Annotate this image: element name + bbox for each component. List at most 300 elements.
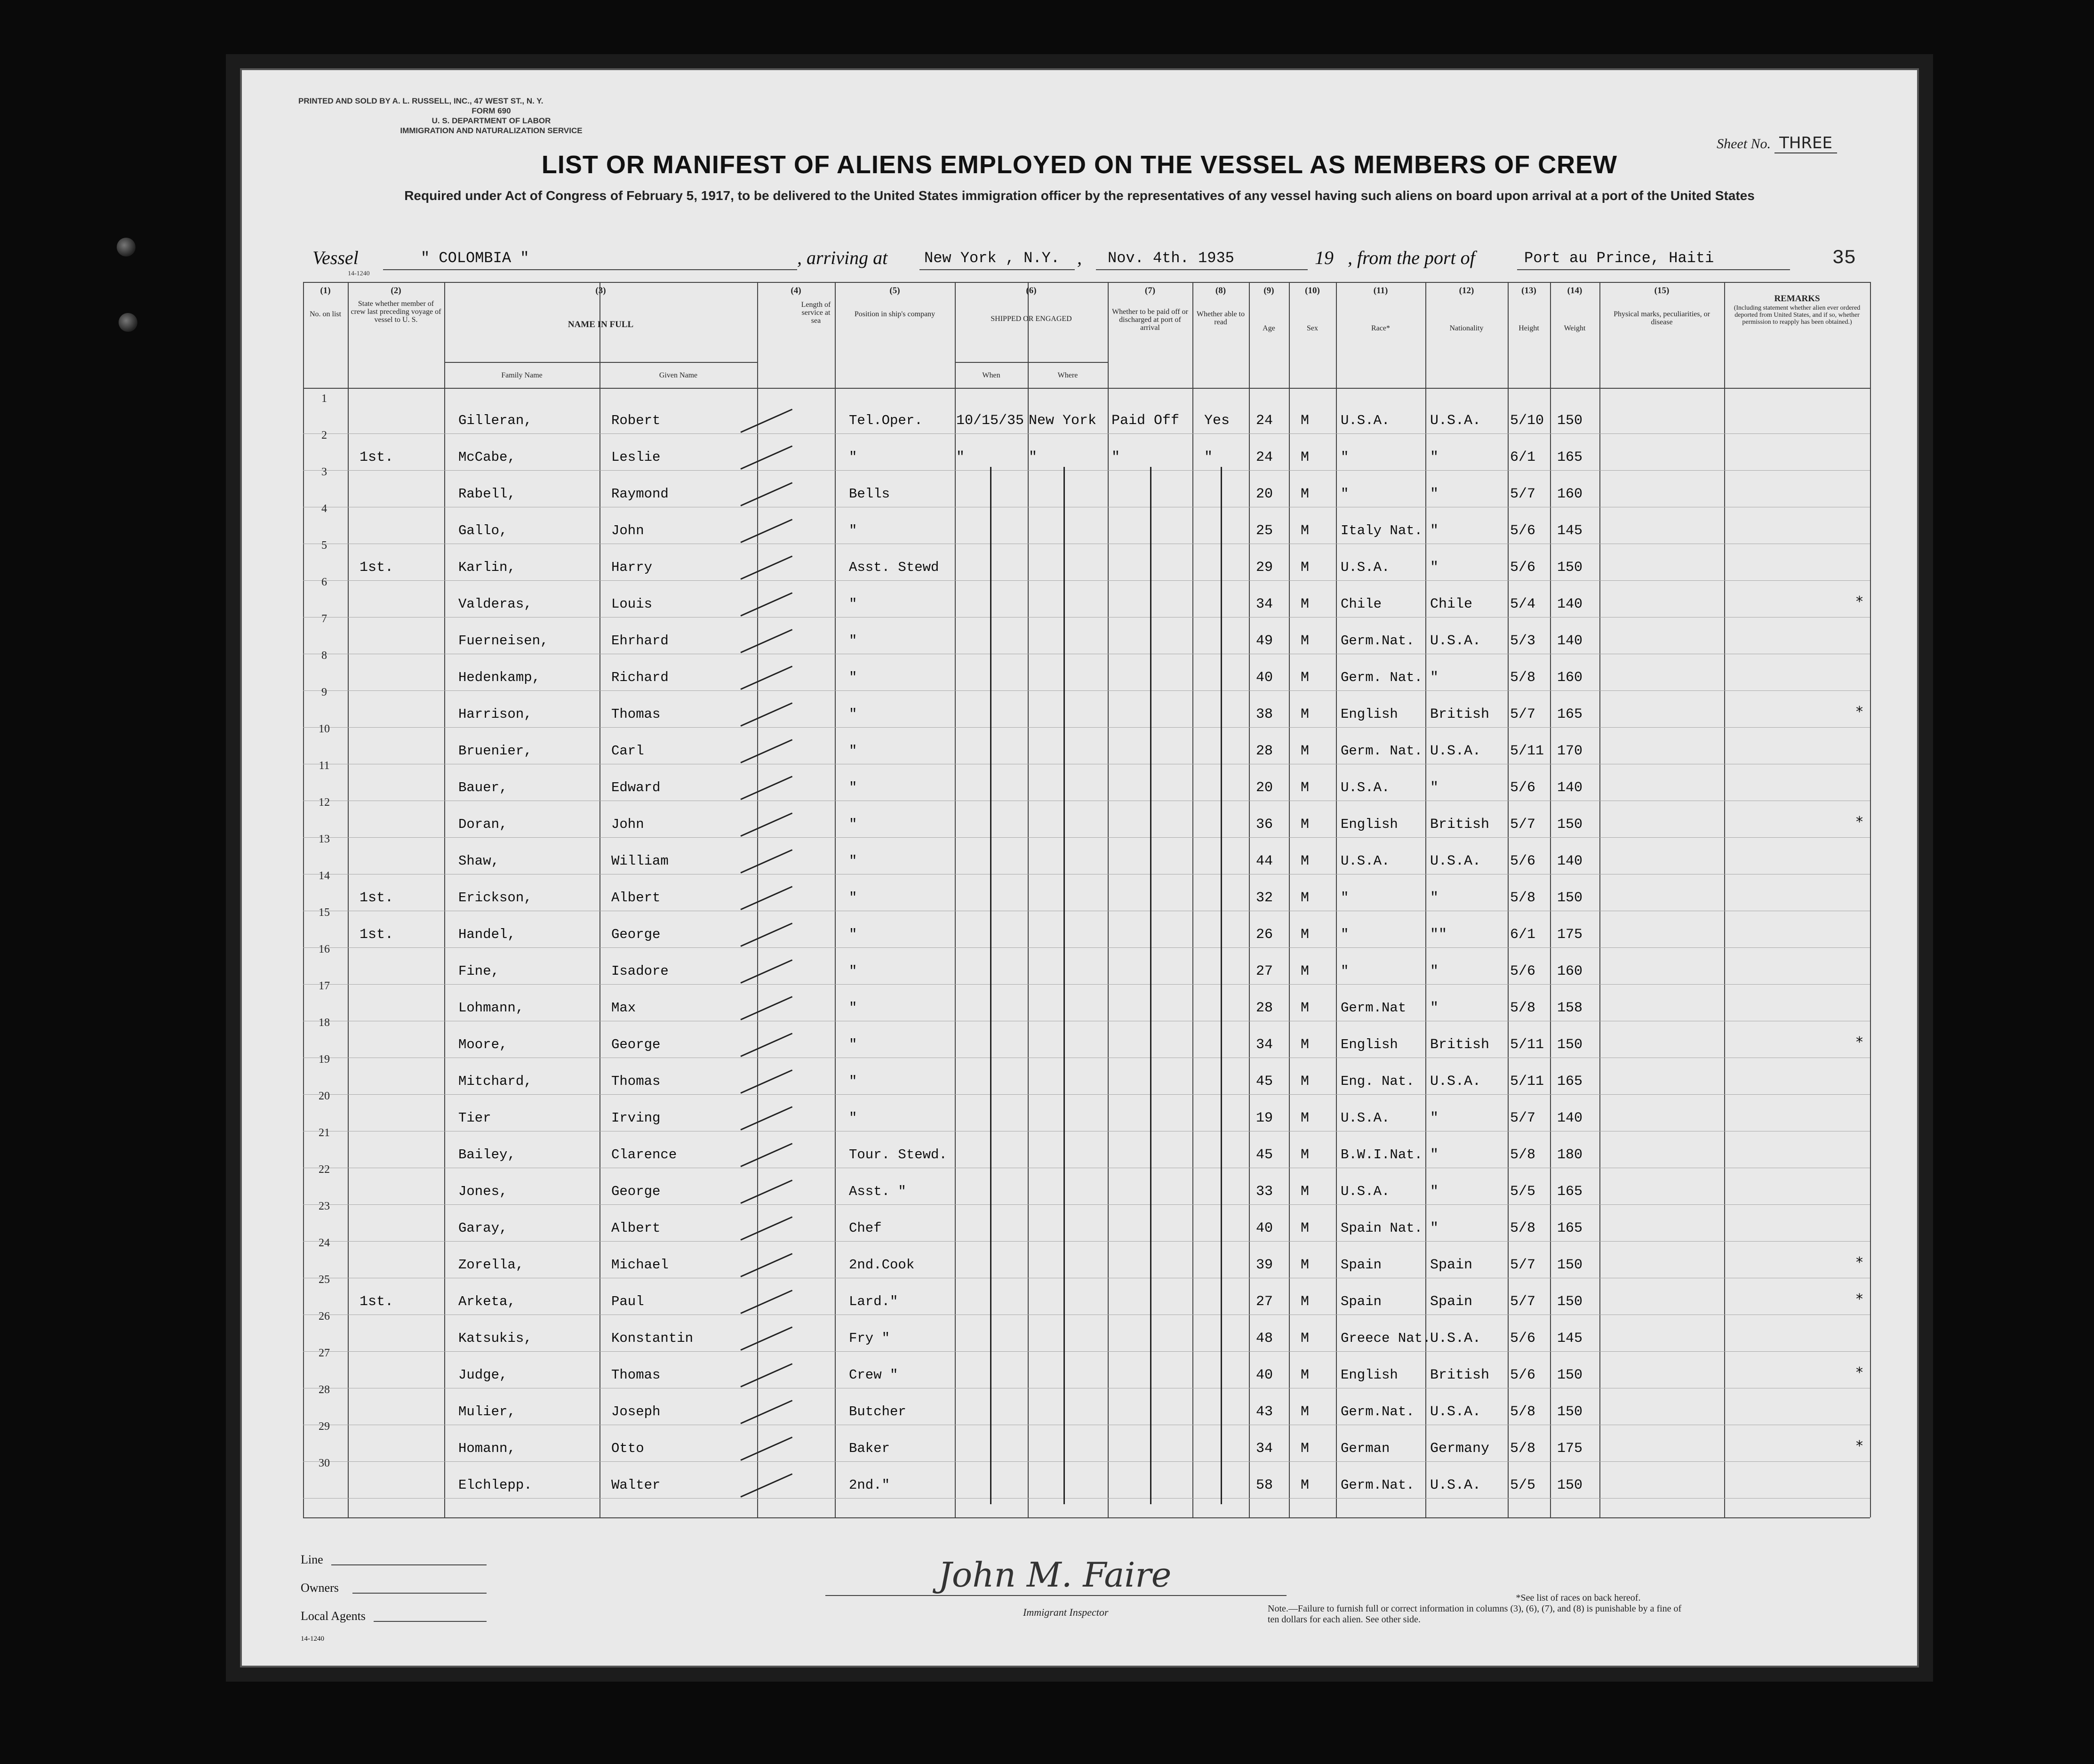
binder-hole [117,238,136,257]
height-cell: 5/8 [1510,1000,1536,1016]
family-name-cell: Lohmann, [458,1000,524,1016]
race-cell: German [1341,1441,1390,1456]
sex-cell: M [1301,449,1310,465]
race-cell: Germ.Nat. [1341,633,1415,649]
height-cell: 5/8 [1510,1147,1536,1163]
col14-header: Weight [1564,324,1586,332]
remark-asterisk-icon: * [1856,704,1863,720]
sex-cell: M [1301,1037,1310,1053]
row-number: 19 [319,1053,330,1066]
age-cell: 33 [1256,1184,1273,1200]
nationality-cell: U.S.A. [1430,1331,1481,1347]
race-cell: U.S.A. [1341,853,1390,869]
given-name-cell: Clarence [611,1147,677,1163]
age-cell: 27 [1256,963,1273,979]
given-name-cell: George [611,1037,661,1052]
race-cell: U.S.A. [1341,1184,1390,1199]
row-number: 8 [321,649,327,662]
row-number: 18 [319,1017,330,1029]
age-cell: 40 [1256,1367,1273,1383]
position-cell: Lard." [849,1294,898,1309]
nationality-cell: U.S.A. [1430,1404,1481,1420]
nationality-cell: " [1430,1147,1439,1163]
weight-cell: 158 [1557,1000,1583,1016]
nationality-cell: " [1430,780,1439,796]
height-cell: 5/11 [1510,743,1544,759]
given-name-cell: Paul [611,1294,644,1309]
position-cell: Tel.Oper. [849,413,923,428]
height-cell: 5/7 [1510,817,1536,833]
printer-line: PRINTED AND SOLD BY A. L. RUSSELL, INC., 47 WEST ST., N. Y. [298,96,543,105]
row-rule [303,1351,1870,1352]
weight-cell: 150 [1557,413,1583,429]
row-number: 13 [319,833,330,845]
race-cell: " [1341,449,1349,465]
col13-header: Height [1519,324,1539,332]
row-number: 23 [319,1200,330,1212]
height-cell: 5/5 [1510,1477,1536,1493]
checkmark-icon [740,1143,792,1167]
sheet-number-label: Sheet No. [1717,136,1771,152]
given-name-cell: Ehrhard [611,633,669,649]
race-cell: B.W.I.Nat. [1341,1147,1423,1163]
height-cell: 5/8 [1510,890,1536,906]
family-name-cell: Zorella, [458,1257,524,1273]
age-cell: 45 [1256,1074,1273,1090]
age-cell: 34 [1256,1441,1273,1457]
race-cell: Germ. Nat. [1341,670,1423,685]
sex-cell: M [1301,523,1310,539]
sex-cell: M [1301,560,1310,576]
position-cell: " [849,706,857,722]
sex-cell: M [1301,1404,1310,1420]
checkmark-icon [740,1326,792,1351]
sex-cell: M [1301,1257,1310,1273]
height-cell: 5/5 [1510,1184,1536,1200]
family-name-cell: Shaw, [458,853,500,869]
col1-header: No. on list [309,310,342,318]
col12-header: Nationality [1449,324,1484,332]
col12-num: (12) [1459,286,1474,296]
row-number: 28 [319,1384,330,1396]
col3-family-header: Family Name [501,371,543,379]
owners-label: Owners [301,1581,339,1595]
row-number: 30 [319,1457,330,1469]
height-cell: 5/8 [1510,1404,1536,1420]
height-cell: 5/7 [1510,486,1536,502]
checkmark-icon [740,1179,792,1204]
position-cell: " [849,1074,857,1089]
age-cell: 43 [1256,1404,1273,1420]
height-cell: 5/8 [1510,1220,1536,1236]
age-cell: 49 [1256,633,1273,649]
nationality-cell: " [1430,560,1439,576]
sex-cell: M [1301,1294,1310,1310]
able-to-read-cell: " [1204,449,1213,465]
department-line: U. S. DEPARTMENT OF LABOR [432,116,551,125]
vessel-label: Vessel [312,247,359,268]
position-cell: Bells [849,486,890,502]
race-cell: " [1341,890,1349,906]
given-name-cell: Konstantin [611,1331,694,1346]
remark-asterisk-icon: * [1856,1364,1863,1381]
row-rule [303,727,1870,728]
checkmark-icon [740,445,792,470]
nationality-cell: " [1430,1000,1439,1016]
position-cell: " [849,890,857,906]
weight-cell: 175 [1557,1441,1583,1457]
position-cell: Asst. " [849,1184,906,1199]
position-cell: " [849,853,857,869]
given-name-cell: Albert [611,890,661,906]
manifest-sheet [240,68,1919,1668]
checkmark-icon [740,1290,792,1314]
height-cell: 5/4 [1510,596,1536,612]
checkmark-icon [740,1436,792,1461]
col10-num: (10) [1305,286,1320,296]
printer-imprint [298,96,684,136]
sex-cell: M [1301,927,1310,943]
sex-cell: M [1301,780,1310,796]
given-name-cell: Leslie [611,449,661,465]
given-name-cell: Thomas [611,1367,661,1383]
age-cell: 20 [1256,780,1273,796]
given-name-cell: Max [611,1000,636,1016]
age-cell: 40 [1256,1220,1273,1236]
row-number: 3 [321,466,327,478]
remark-asterisk-icon: * [1856,1254,1863,1271]
height-cell: 5/8 [1510,670,1536,686]
row-number: 29 [319,1420,330,1433]
given-name-cell: Thomas [611,1074,661,1089]
position-cell: " [849,817,857,832]
col4-num: (4) [791,286,801,296]
nationality-cell: British [1430,1367,1490,1383]
checkmark-icon [740,629,792,653]
age-cell: 34 [1256,596,1273,612]
nationality-cell: " [1430,1220,1439,1236]
weight-cell: 175 [1557,927,1583,943]
family-name-cell: Tier [458,1110,491,1126]
family-name-cell: Gallo, [458,523,508,538]
sex-cell: M [1301,1220,1310,1236]
row-number: 26 [319,1310,330,1323]
row-number: 2 [321,429,327,441]
sex-cell: M [1301,1000,1310,1016]
row-rule [303,837,1870,838]
service-line: IMMIGRATION AND NATURALIZATION SERVICE [400,126,583,135]
sex-cell: M [1301,1477,1310,1493]
col6-num: (6) [1026,286,1037,296]
height-cell: 5/8 [1510,1441,1536,1457]
col14-num: (14) [1567,286,1582,296]
weight-cell: 150 [1557,1367,1583,1383]
weight-cell: 145 [1557,1331,1583,1347]
row-number: 11 [319,760,330,772]
given-name-cell: Thomas [611,706,661,722]
checkmark-icon [740,1400,792,1424]
position-cell: " [849,523,857,538]
race-cell: Germ.Nat. [1341,1404,1415,1419]
age-cell: 48 [1256,1331,1273,1347]
position-cell: " [849,449,857,465]
sex-cell: M [1301,633,1310,649]
row-rule [303,1241,1870,1242]
row-number: 27 [319,1347,330,1359]
row-rule [303,1204,1870,1205]
remarks-subheader: (Including statement whether alien ever ordered deported from United States, and if so, whether permission to reapply has been obtained.) [1734,305,1861,326]
checkmark-icon [740,739,792,763]
row-rule [303,690,1870,691]
checkmark-icon [740,886,792,910]
nationality-cell: " [1430,670,1439,686]
row-number: 9 [321,686,327,698]
arrival-date: Nov. 4th. 1935 [1108,249,1234,267]
from-label: , from the port of [1348,247,1475,268]
nationality-cell: U.S.A. [1430,1477,1481,1493]
race-cell: English [1341,706,1398,722]
position-cell: " [849,633,857,649]
position-cell: 2nd.Cook [849,1257,915,1273]
family-name-cell: Karlin, [458,560,516,575]
shipped-where-cell: " [1029,449,1038,465]
sex-cell: M [1301,596,1310,612]
race-cell: U.S.A. [1341,780,1390,795]
height-cell: 5/10 [1510,413,1544,429]
checkmark-icon [740,996,792,1020]
sex-cell: M [1301,1147,1310,1163]
col8-num: (8) [1215,286,1226,296]
family-name-cell: Mitchard, [458,1074,532,1089]
given-name-cell: Edward [611,780,661,795]
row-rule [303,433,1870,434]
footer-form-number: 14-1240 [301,1635,324,1643]
col3-header: NAME IN FULL [567,320,634,329]
checkmark-icon [740,702,792,727]
nationality-cell: " [1430,1110,1439,1126]
last-voyage-cell: 1st. [360,927,394,943]
shipped-when-cell: 10/15/35 [956,413,1024,429]
checkmark-icon [740,1069,792,1094]
sex-cell: M [1301,413,1310,429]
sex-cell: M [1301,1331,1310,1347]
col2-header: State whether member of crew last preceding voyage of vessel to U. S. [351,300,441,324]
nationality-cell: British [1430,1037,1490,1053]
race-cell: Italy Nat. [1341,523,1423,538]
weight-cell: 170 [1557,743,1583,759]
nationality-cell: U.S.A. [1430,743,1481,759]
height-cell: 6/1 [1510,449,1536,465]
arriving-port: New York , N.Y. [924,249,1060,267]
races-note: *See list of races on back hereof. [1516,1593,1641,1603]
height-cell: 5/7 [1510,706,1536,722]
weight-cell: 150 [1557,1037,1583,1053]
col15-header: Physical marks, peculiarities, or disease [1614,310,1710,326]
nationality-cell: U.S.A. [1430,853,1481,869]
weight-cell: 150 [1557,560,1583,576]
row-rule [303,1498,1870,1499]
family-name-cell: Mulier, [458,1404,516,1419]
height-cell: 5/7 [1510,1294,1536,1310]
vessel-line: Vessel " COLOMBIA " , arriving at New York , N.Y. , Nov. 4th. 1935 19 , from the port of Port au Prince, Haiti [312,247,1865,275]
row-rule [303,1461,1870,1462]
age-cell: 26 [1256,927,1273,943]
nationality-cell: " [1430,449,1439,465]
weight-cell: 150 [1557,890,1583,906]
position-cell: " [849,670,857,685]
row-rule [303,984,1870,985]
family-name-cell: Homann, [458,1441,516,1456]
race-cell: Spain Nat. [1341,1220,1423,1236]
position-cell: " [849,927,857,942]
col6-when-header: When [982,371,1000,379]
family-name-cell: Rabell, [458,486,516,502]
sex-cell: M [1301,1110,1310,1126]
ditto-line [1150,467,1151,1504]
nationality-cell: " [1430,963,1439,979]
row-number: 24 [319,1237,330,1249]
page-number: 35 [1832,247,1856,269]
weight-cell: 150 [1557,1257,1583,1273]
weight-cell: 160 [1557,670,1583,686]
race-cell: Germ.Nat [1341,1000,1407,1016]
age-cell: 44 [1256,853,1273,869]
height-cell: 5/6 [1510,560,1536,576]
given-name-cell: Carl [611,743,644,759]
row-rule [303,947,1870,948]
position-cell: " [849,780,857,795]
weight-cell: 150 [1557,817,1583,833]
nationality-cell: " [1430,890,1439,906]
nationality-cell: Spain [1430,1294,1473,1310]
nationality-cell: Spain [1430,1257,1473,1273]
given-name-cell: Albert [611,1220,661,1236]
family-name-cell: Handel, [458,927,516,942]
checkmark-icon [740,555,792,580]
weight-cell: 165 [1557,1184,1583,1200]
weight-cell: 160 [1557,963,1583,979]
weight-cell: 145 [1557,523,1583,539]
given-name-cell: John [611,523,644,538]
col4-header: Length of service at sea [801,301,831,325]
race-cell: Spain [1341,1257,1382,1273]
col3-num: (3) [595,286,606,296]
col6-header: SHIPPED OR ENGAGED [991,315,1072,323]
remark-asterisk-icon: * [1856,1291,1863,1307]
checkmark-icon [740,959,792,984]
crew-table [303,282,1870,1517]
row-number: 4 [321,503,327,515]
given-name-cell: Isadore [611,963,669,979]
checkmark-icon [740,519,792,543]
weight-cell: 140 [1557,853,1583,869]
position-cell: Chef [849,1220,882,1236]
col15-num: (15) [1654,286,1670,296]
position-cell: " [849,1110,857,1126]
remarks-header: REMARKS [1774,294,1820,304]
position-cell: " [849,596,857,612]
nationality-cell: Germany [1430,1441,1490,1457]
nationality-cell: U.S.A. [1430,413,1481,429]
col6-where-header: Where [1057,371,1078,379]
height-cell: 5/6 [1510,1331,1536,1347]
family-name-cell: Erickson, [458,890,532,906]
remark-asterisk-icon: * [1856,1438,1863,1454]
given-name-cell: Michael [611,1257,669,1273]
sex-cell: M [1301,706,1310,722]
family-name-cell: Bruenier, [458,743,532,759]
given-name-cell: Louis [611,596,653,612]
arriving-label: , arriving at [797,247,888,268]
given-name-cell: John [611,817,644,832]
position-cell: Fry " [849,1331,890,1346]
nationality-cell: " [1430,523,1439,539]
row-number: 12 [319,796,330,809]
shipped-where-cell: New York [1029,413,1097,429]
given-name-cell: Walter [611,1477,661,1493]
family-name-cell: McCabe, [458,449,516,465]
sex-cell: M [1301,817,1310,833]
sheet-number [1717,134,1837,152]
local-agents-label: Local Agents [301,1609,366,1623]
nationality-cell: British [1430,817,1490,833]
weight-cell: 150 [1557,1294,1583,1310]
row-rule [303,470,1870,471]
sheet-number-value: THREE [1774,134,1837,153]
checkmark-icon [740,849,792,874]
family-name-cell: Arketa, [458,1294,516,1309]
family-name-cell: Bauer, [458,780,508,795]
age-cell: 27 [1256,1294,1273,1310]
row-number: 14 [319,870,330,882]
remark-asterisk-icon: * [1856,814,1863,830]
race-cell: U.S.A. [1341,413,1390,428]
height-cell: 5/6 [1510,780,1536,796]
penalty-note: Note.—Failure to furnish full or correct information in columns (3), (6), (7), and (8) is punishable by a fine of ten dollars for each alien. See other side. [1268,1604,1682,1625]
line-label: Line [301,1553,323,1566]
col7-num: (7) [1144,286,1156,296]
height-cell: 5/7 [1510,1257,1536,1273]
checkmark-icon [740,592,792,617]
race-cell: " [1341,486,1349,502]
family-name-cell: Hedenkamp, [458,670,541,685]
race-cell: " [1341,927,1349,942]
departure-port: Port au Prince, Haiti [1524,249,1714,267]
col11-header: Race* [1371,324,1390,332]
given-name-cell: Richard [611,670,669,685]
weight-cell: 165 [1557,1074,1583,1090]
height-cell: 5/7 [1510,1110,1536,1126]
given-name-cell: Raymond [611,486,669,502]
position-cell: Asst. Stewd [849,560,939,575]
row-number: 10 [319,723,330,735]
height-cell: 5/3 [1510,633,1536,649]
position-cell: Baker [849,1441,890,1456]
age-cell: 29 [1256,560,1273,576]
family-name-cell: Judge, [458,1367,508,1383]
col2-num: (2) [391,286,401,296]
col7-header: Whether to be paid off or discharged at port of arrival [1112,308,1188,332]
sex-cell: M [1301,890,1310,906]
family-name-cell: Fine, [458,963,500,979]
col5-header: Position in ship's company [854,310,935,318]
remark-asterisk-icon: * [1856,593,1863,610]
height-cell: 6/1 [1510,927,1536,943]
age-cell: 25 [1256,523,1273,539]
paid-off-cell: Paid Off [1111,413,1180,429]
last-voyage-cell: 1st. [360,560,394,576]
family-name-cell: Gilleran, [458,413,532,428]
